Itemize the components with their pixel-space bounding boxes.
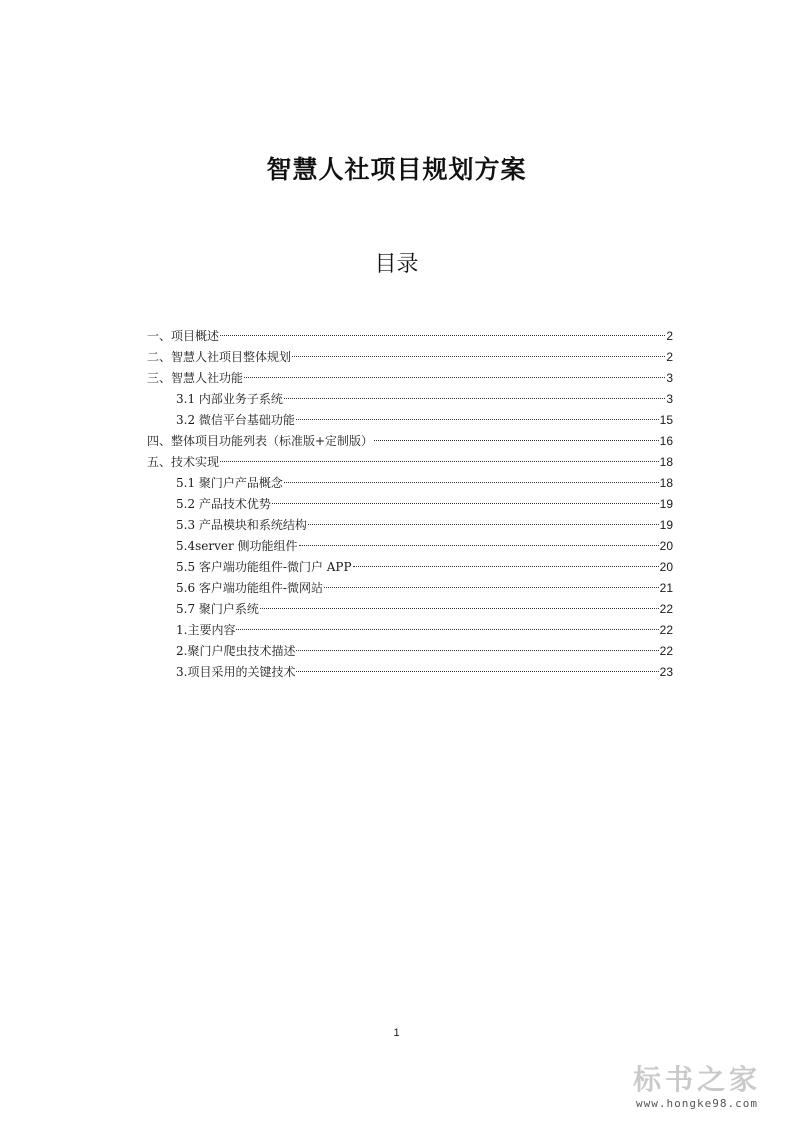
- toc-entry-page: 18: [659, 455, 673, 469]
- toc-entry-label: 1.主要内容: [176, 623, 236, 637]
- toc-entry-label: 四、整体项目功能列表（标准版+定制版）: [147, 434, 374, 448]
- toc-dot-leader: [284, 482, 659, 483]
- toc-entry-page: 19: [659, 518, 673, 532]
- table-of-contents: [147, 326, 673, 683]
- toc-entry-page: 22: [659, 602, 673, 616]
- watermark-logo: [617, 1063, 777, 1110]
- toc-heading: 目录: [374, 252, 419, 277]
- toc-entry[interactable]: [147, 557, 673, 578]
- toc-entry[interactable]: [147, 410, 673, 431]
- watermark-url: www.hongke98.com: [636, 1097, 758, 1110]
- toc-entry-page: 23: [659, 665, 673, 679]
- toc-dot-leader: [299, 545, 659, 546]
- toc-dot-leader: [308, 524, 659, 525]
- toc-entry[interactable]: [147, 452, 673, 473]
- toc-entry-label: 5.4server 侧功能组件: [176, 539, 298, 553]
- toc-entry-page: 15: [659, 413, 673, 427]
- toc-entry[interactable]: [147, 473, 673, 494]
- toc-entry-label: 三、智慧人社功能: [147, 371, 244, 385]
- watermark-text: 标书之家: [632, 1063, 761, 1096]
- toc-entry[interactable]: [147, 389, 673, 410]
- toc-entry-label: 5.7 聚门户系统: [176, 602, 259, 616]
- toc-dot-leader: [220, 461, 659, 462]
- toc-entry-page: 20: [659, 539, 673, 553]
- toc-dot-leader: [272, 503, 659, 504]
- toc-dot-leader: [296, 419, 659, 420]
- toc-entry-label: 二、智慧人社项目整体规划: [147, 350, 292, 364]
- toc-entry-label: 五、技术实现: [147, 455, 220, 469]
- toc-entry-page: 19: [659, 497, 673, 511]
- document-title: 智慧人社项目规划方案: [266, 155, 527, 184]
- toc-entry-page: 2: [666, 350, 673, 364]
- toc-entry[interactable]: [147, 368, 673, 389]
- toc-entry[interactable]: [147, 641, 673, 662]
- toc-entry-label: 5.5 客户端功能组件-微门户 APP: [176, 560, 352, 574]
- toc-dot-leader: [236, 629, 658, 630]
- toc-dot-leader: [353, 566, 659, 567]
- toc-dot-leader: [220, 335, 665, 336]
- page-number: 1: [393, 1027, 400, 1039]
- toc-entry-page: 22: [659, 623, 673, 637]
- toc-entry[interactable]: [147, 620, 673, 641]
- toc-entry-page: 18: [659, 476, 673, 490]
- toc-dot-leader: [284, 398, 665, 399]
- toc-entry[interactable]: [147, 536, 673, 557]
- toc-entry-label: 3.2 微信平台基础功能: [176, 413, 295, 427]
- toc-entry[interactable]: [147, 599, 673, 620]
- toc-entry[interactable]: [147, 662, 673, 683]
- toc-entry[interactable]: [147, 326, 673, 347]
- toc-entry-label: 5.1 聚门户产品概念: [176, 476, 283, 490]
- toc-dot-leader: [260, 608, 659, 609]
- toc-dot-leader: [292, 356, 665, 357]
- toc-entry-page: 22: [659, 644, 673, 658]
- toc-entry-label: 5.2 产品技术优势: [176, 497, 271, 511]
- toc-dot-leader: [296, 671, 658, 672]
- toc-dot-leader: [324, 587, 659, 588]
- toc-entry-page: 21: [659, 581, 673, 595]
- toc-dot-leader: [244, 377, 665, 378]
- toc-entry-page: 16: [659, 434, 673, 448]
- toc-entry[interactable]: [147, 515, 673, 536]
- toc-entry-page: 20: [659, 560, 673, 574]
- toc-dot-leader: [374, 440, 659, 441]
- toc-entry-label: 3.项目采用的关键技术: [176, 665, 296, 679]
- toc-entry-label: 一、项目概述: [147, 329, 220, 343]
- toc-entry-label: 2.聚门户爬虫技术描述: [176, 644, 296, 658]
- toc-dot-leader: [296, 650, 658, 651]
- toc-entry[interactable]: [147, 578, 673, 599]
- toc-entry-page: 3: [666, 392, 673, 406]
- toc-entry-page: 2: [666, 329, 673, 343]
- toc-entry-label: 3.1 内部业务子系统: [176, 392, 283, 406]
- toc-entry-label: 5.3 产品模块和系统结构: [176, 518, 307, 532]
- toc-entry[interactable]: [147, 494, 673, 515]
- toc-entry[interactable]: [147, 431, 673, 452]
- toc-entry-page: 3: [666, 371, 673, 385]
- toc-entry[interactable]: [147, 347, 673, 368]
- toc-entry-label: 5.6 客户端功能组件-微网站: [176, 581, 323, 595]
